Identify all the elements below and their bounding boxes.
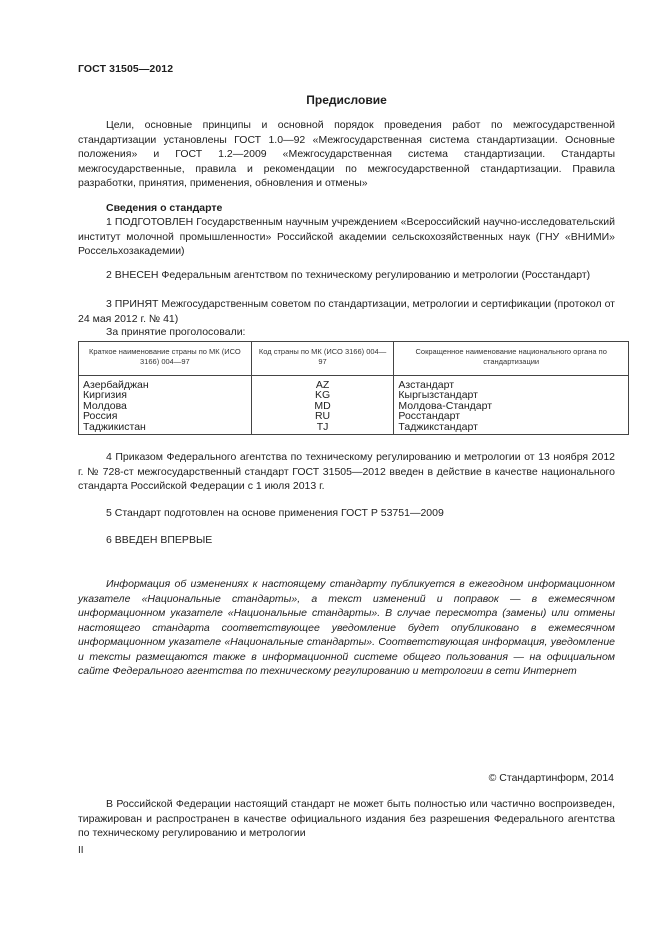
country-code: RU — [314, 410, 331, 423]
country-name: Таджикистан — [83, 420, 146, 433]
table-header-row — [79, 342, 629, 376]
page-title: Предисловие — [306, 93, 387, 107]
vote-caption: За принятие проголосовали: — [106, 326, 246, 338]
standards-body: Азстандарт — [398, 379, 455, 391]
standards-body: Кыргызстандарт — [398, 389, 478, 402]
item-5-paragraph: 5 Стандарт подготовлен на основе применения ГОСТ Р 53751—2009 — [106, 507, 444, 519]
reproduction-notice-paragraph: В Российской Федерации настоящий стандарт не может быть полностью или частично воспроизведен, тиражирован и распространен в качестве официального издания без разрешения Федерального агентства по техническому регулированию и метрологии — [78, 798, 615, 839]
item-1-paragraph: 1 ПОДГОТОВЛЕН Государственным научным учреждением «Всероссийский научно-исследовательский институт молочной промышленности» Российской академии сельскохозяйственных наук (ГНУ «ВНИМИ» Россельхозакадемии) — [78, 216, 615, 257]
code-cell — [251, 376, 394, 435]
country-code: MD — [314, 399, 331, 412]
table-header-code: Код страны по МК (ИСО 3166) 004—97 — [251, 342, 394, 376]
document-code-header: ГОСТ 31505—2012 — [78, 63, 174, 75]
country-name: Россия — [83, 410, 118, 423]
item-4-paragraph: 4 Приказом Федерального агентства по техническому регулированию и метрологии от 13 ноября 2012 г. № 728-ст межгосударственный стандарт ГОСТ 31505—2012 введен в действие в качестве национального стандарта Российской Федерации с 1 июля 2013 г. — [78, 451, 615, 492]
table-header-country: Краткое наименование страны по МК (ИСО 3166) 004—97 — [79, 342, 252, 376]
standards-body: Росстандарт — [398, 410, 461, 423]
country-code: TJ — [316, 420, 329, 433]
table-row — [79, 376, 629, 435]
table-header-body: Сокращенное наименование национального органа по стандартизации — [394, 342, 629, 376]
section-heading: Сведения о стандарте — [106, 202, 223, 214]
item-2-paragraph: 2 ВНЕСЕН Федеральным агентством по техническому регулированию и метрологии (Росстандарт) — [106, 269, 591, 281]
country-name: Киргизия — [83, 389, 127, 402]
country-code: AZ — [315, 379, 330, 391]
intro-paragraph: Цели, основные принципы и основной порядок проведения работ по межгосударственной стандартизации установлены ГОСТ 1.0—92 «Межгосударственная система стандартизации. Основные положения» и ГОСТ 1.2—2009 «Межгосударственная система стандартизации. Стандарты межгосударственные, правила и рекомендации по межгосударственной стандартизации. Правила разработки, принятия, применения, обновления и отмены» — [78, 119, 615, 189]
standards-body: Таджикстандарт — [398, 420, 478, 433]
item-6-paragraph: 6 ВВЕДЕН ВПЕРВЫЕ — [106, 534, 213, 546]
item-3-paragraph: 3 ПРИНЯТ Межгосударственным советом по стандартизации, метрологии и сертификации (протокол от 24 мая 2012 г. № 41) — [78, 298, 615, 325]
country-cell — [79, 376, 252, 435]
info-notice-paragraph: Информация об изменениях к настоящему стандарту публикуется в ежегодном информационном указателе «Национальные стандарты», а текст изменений и поправок — в ежемесячном информационном указателе «Национальные стандарты». В случае пересмотра (замены) или отмены настоящего стандарта соответствующее уведомление будет опубликовано в ежемесячном информационном указателе «Национальные стандарты». Соответствующая информация, уведомление и тексты размещаются также в информационной системе общего пользования — на официальном сайте Федерального агентства по техническому регулированию и метрологии в сети Интернет — [78, 578, 615, 677]
voting-table — [78, 341, 629, 435]
country-name: Азербайджан — [83, 379, 149, 391]
country-name: Молдова — [83, 399, 127, 412]
standards-body: Молдова-Стандарт — [398, 399, 493, 412]
country-code: KG — [314, 389, 331, 402]
body-cell — [394, 376, 629, 435]
copyright-line: © Стандартинформ, 2014 — [488, 772, 614, 784]
page-number: II — [78, 845, 84, 856]
